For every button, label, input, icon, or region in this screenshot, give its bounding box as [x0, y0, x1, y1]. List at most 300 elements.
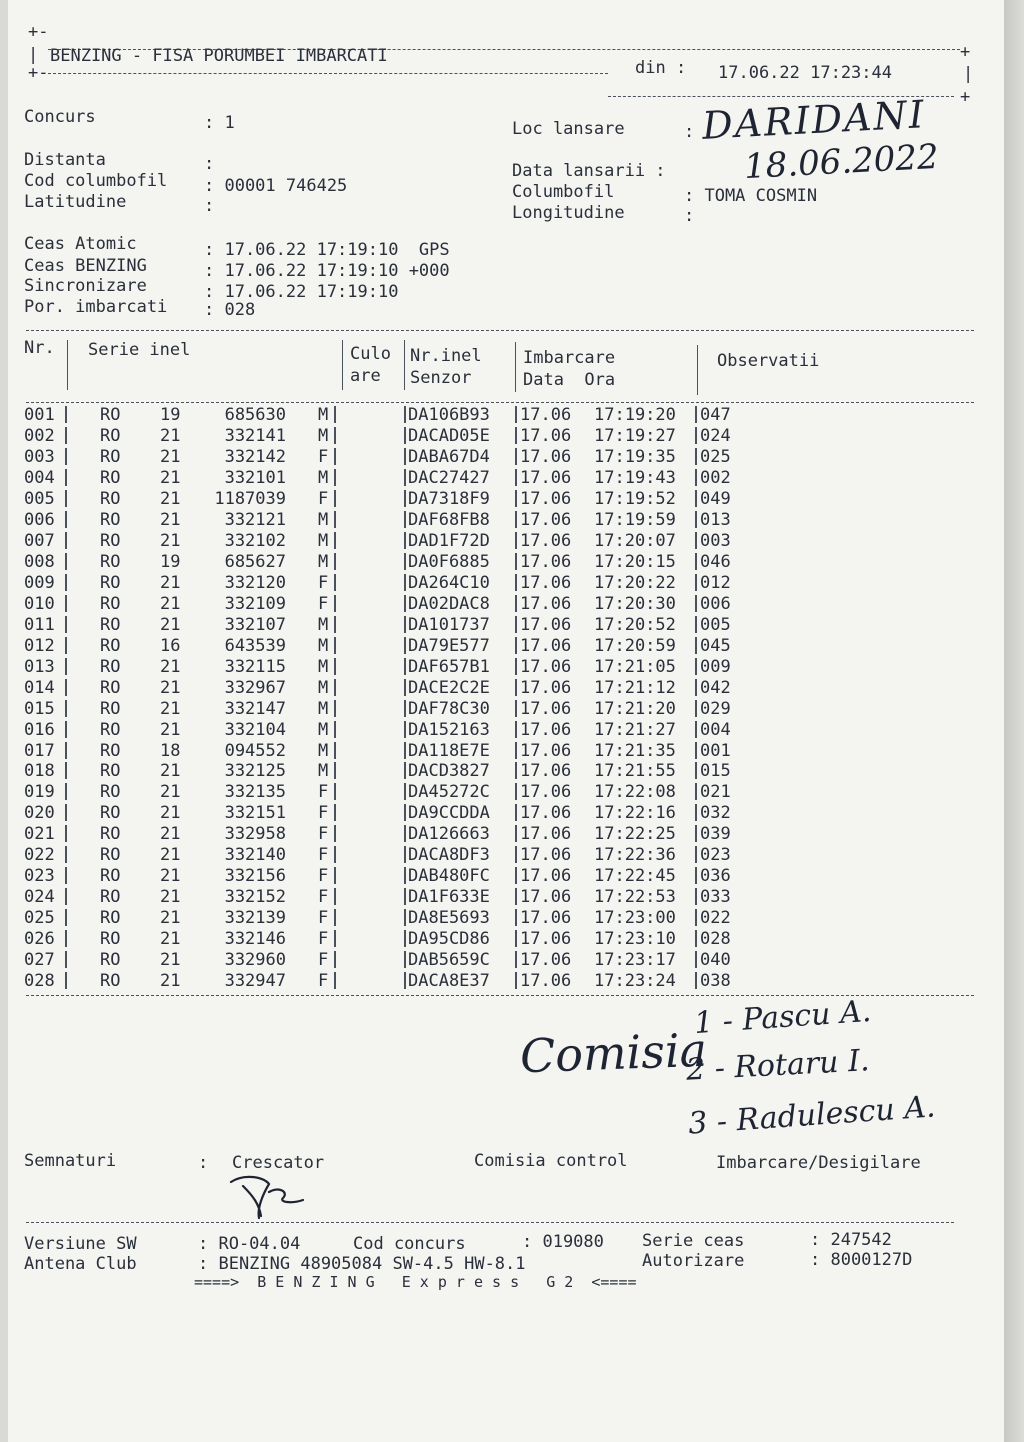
cell-ora: 17:20:15 [594, 551, 676, 572]
ceas-atomic-value: : 17.06.22 17:19:10 GPS [204, 240, 450, 260]
por-imbarcati-label: Por. imbarcati [24, 297, 168, 317]
cell-inel: 332139 [224, 908, 286, 929]
cell-ora: 17:21:05 [594, 656, 676, 677]
cell-tara: RO [100, 803, 121, 824]
row-bar-ora [695, 846, 697, 863]
row-bar-sex [334, 804, 336, 821]
cell-inel: 332109 [224, 593, 286, 614]
row-bar-sex [334, 742, 336, 759]
cell-ora: 17:23:10 [594, 929, 676, 950]
cell-senzor: DACA8E37 [408, 971, 490, 992]
cell-ora: 17:21:20 [594, 698, 676, 719]
cod-columbofil-value: : 00001 746425 [204, 176, 348, 196]
table-row [8, 887, 768, 908]
cell-ora: 17:21:12 [594, 677, 676, 698]
row-bar-senzor [515, 783, 517, 800]
data-lansarii-label: Data lansarii : [512, 161, 666, 181]
row-bar-senzor [515, 679, 517, 696]
cell-senzor: DA79E577 [408, 635, 490, 656]
row-bar-ora [695, 742, 697, 759]
row-bar-culoare [404, 972, 406, 989]
cell-observatii: 029 [700, 698, 731, 719]
table-rule-header [26, 402, 974, 403]
cell-senzor: DAC27427 [408, 467, 490, 488]
cell-tara: RO [100, 593, 121, 614]
cell-an: 21 [160, 677, 181, 698]
cell-senzor: DACAD05E [408, 425, 490, 446]
row-bar-senzor [515, 469, 517, 486]
row-bar-nr [65, 406, 67, 423]
row-bar-senzor [515, 511, 517, 528]
cell-tara: RO [100, 656, 121, 677]
header-nr-inel-1: Nr.inel [410, 346, 482, 366]
row-bar-culoare [404, 658, 406, 675]
cell-tara: RO [100, 782, 121, 803]
cell-ora: 17:20:07 [594, 530, 676, 551]
cell-sex: M [318, 698, 329, 719]
latitudine-value: : [204, 196, 215, 216]
cell-an: 21 [160, 887, 181, 908]
row-bar-senzor [515, 951, 517, 968]
cell-nr: 022 [24, 845, 55, 866]
cell-an: 19 [160, 405, 181, 425]
cell-senzor: DA0F6885 [408, 551, 490, 572]
cell-data: 17.06 [520, 551, 572, 572]
col-sep-imbarcare [697, 345, 698, 395]
cell-tara: RO [100, 929, 121, 950]
cell-tara: RO [100, 467, 121, 488]
row-bar-sex [334, 616, 336, 633]
row-bar-senzor [515, 595, 517, 612]
cell-tara: RO [100, 572, 121, 593]
row-bar-culoare [404, 637, 406, 654]
cell-data: 17.06 [520, 593, 572, 614]
cell-tara: RO [100, 677, 121, 698]
row-bar-culoare [404, 490, 406, 507]
table-row [8, 803, 768, 824]
cell-nr: 027 [24, 950, 55, 971]
cell-ora: 17:19:52 [594, 488, 676, 509]
table-row [8, 594, 768, 615]
table-row [8, 782, 768, 803]
cell-senzor: DA45272C [408, 782, 490, 803]
commission-member-3: 3 - Radulescu A. [687, 1089, 937, 1142]
row-bar-sex [334, 490, 336, 507]
cell-inel: 332125 [224, 761, 286, 782]
cell-observatii: 005 [700, 614, 731, 635]
row-bar-sex [334, 553, 336, 570]
cell-observatii: 025 [700, 446, 731, 467]
cell-data: 17.06 [520, 971, 572, 992]
cell-inel: 332102 [224, 530, 286, 551]
row-bar-sex [334, 469, 336, 486]
cell-data: 17.06 [520, 425, 572, 446]
header-culoare-2: are [350, 366, 381, 386]
row-bar-ora [695, 679, 697, 696]
row-bar-ora [695, 427, 697, 444]
cell-senzor: DAF657B1 [408, 656, 490, 677]
cell-data: 17.06 [520, 467, 572, 488]
cell-senzor: DAD1F72D [408, 530, 490, 551]
cell-observatii: 028 [700, 929, 731, 950]
cell-ora: 17:20:30 [594, 593, 676, 614]
cell-observatii: 024 [700, 425, 731, 446]
row-bar-senzor [515, 742, 517, 759]
cell-ora: 17:21:35 [594, 740, 676, 761]
loc-lansare-value: : [684, 122, 695, 142]
row-bar-senzor [515, 637, 517, 654]
row-bar-ora [695, 951, 697, 968]
row-bar-sex [334, 448, 336, 465]
row-bar-sex [334, 700, 336, 717]
cell-ora: 17:20:59 [594, 635, 676, 656]
cell-tara: RO [100, 488, 121, 509]
cell-tara: RO [100, 866, 121, 887]
cell-an: 21 [160, 782, 181, 803]
cell-sex: F [318, 887, 329, 908]
cell-nr: 007 [24, 530, 55, 551]
cell-senzor: DA152163 [408, 719, 490, 740]
cell-tara: RO [100, 614, 121, 635]
distanta-label: Distanta [24, 150, 106, 170]
cell-inel: 1187039 [214, 488, 286, 509]
cell-inel: 332140 [224, 845, 286, 866]
cell-tara: RO [100, 761, 121, 782]
cell-tara: RO [100, 446, 121, 467]
row-bar-senzor [515, 700, 517, 717]
cell-nr: 008 [24, 551, 55, 572]
row-bar-sex [334, 846, 336, 863]
cell-sex: F [318, 803, 329, 824]
cell-tara: RO [100, 635, 121, 656]
din-label: din : [635, 58, 687, 78]
row-bar-senzor [515, 616, 517, 633]
cell-sex: F [318, 446, 329, 467]
table-row [8, 636, 768, 657]
cell-sex: M [318, 677, 329, 698]
row-bar-nr [65, 700, 67, 717]
cell-observatii: 032 [700, 803, 731, 824]
cell-sex: F [318, 593, 329, 614]
cell-senzor: DA264C10 [408, 572, 490, 593]
cell-data: 17.06 [520, 950, 572, 971]
cell-tara: RO [100, 950, 121, 971]
autorizare-label: Autorizare [642, 1251, 745, 1271]
row-bar-ora [695, 406, 697, 423]
cell-tara: RO [100, 509, 121, 530]
cell-observatii: 039 [700, 824, 731, 845]
ceas-benzing-label: Ceas BENZING [24, 256, 147, 276]
paper-sheet [8, 0, 1004, 1442]
cell-an: 21 [160, 761, 181, 782]
row-bar-culoare [404, 742, 406, 759]
table-row [8, 699, 768, 720]
cell-sex: F [318, 845, 329, 866]
cell-data: 17.06 [520, 803, 572, 824]
row-bar-ora [695, 804, 697, 821]
cell-inel: 332152 [224, 887, 286, 908]
cell-tara: RO [100, 971, 121, 992]
cell-inel: 685627 [224, 551, 286, 572]
cell-an: 21 [160, 698, 181, 719]
cell-inel: 332101 [224, 467, 286, 488]
cell-sex: F [318, 572, 329, 593]
serie-ceas-value: : 247542 [810, 1230, 892, 1250]
row-bar-culoare [404, 930, 406, 947]
row-bar-senzor [515, 846, 517, 863]
row-bar-senzor [515, 658, 517, 675]
table-row [8, 447, 768, 468]
row-bar-senzor [515, 406, 517, 423]
cell-senzor: DA101737 [408, 614, 490, 635]
cell-observatii: 006 [700, 593, 731, 614]
autorizare-value: : 8000127D [810, 1250, 913, 1270]
serie-ceas-label: Serie ceas [642, 1231, 745, 1251]
header-observatii: Observatii [717, 351, 820, 371]
cell-nr: 013 [24, 656, 55, 677]
cell-nr: 004 [24, 467, 55, 488]
row-bar-ora [695, 511, 697, 528]
row-bar-culoare [404, 616, 406, 633]
cell-tara: RO [100, 719, 121, 740]
cell-observatii: 040 [700, 950, 731, 971]
loc-lansare-label: Loc lansare [512, 119, 625, 139]
row-bar-ora [695, 783, 697, 800]
benzing-banner: ====> B E N Z I N G E x p r e s s G 2 <==== [194, 1273, 637, 1291]
cell-ora: 17:21:27 [594, 719, 676, 740]
cell-observatii: 047 [700, 405, 731, 425]
header-imbarcare-2: Data Ora [523, 370, 616, 390]
col-sep-serie [342, 340, 343, 390]
row-bar-nr [65, 511, 67, 528]
row-bar-sex [334, 930, 336, 947]
row-bar-nr [65, 825, 67, 842]
cell-sex: M [318, 467, 329, 488]
row-bar-sex [334, 721, 336, 738]
row-bar-ora [695, 888, 697, 905]
row-bar-ora [695, 553, 697, 570]
table-row [8, 929, 768, 950]
header-nr: Nr. [24, 338, 55, 358]
row-bar-nr [65, 762, 67, 779]
row-bar-sex [334, 406, 336, 423]
table-row [8, 615, 768, 636]
cell-sex: M [318, 551, 329, 572]
cell-observatii: 009 [700, 656, 731, 677]
table-row [8, 678, 768, 699]
cell-an: 21 [160, 425, 181, 446]
cell-inel: 332967 [224, 677, 286, 698]
row-bar-culoare [404, 532, 406, 549]
cell-an: 21 [160, 572, 181, 593]
cell-inel: 643539 [224, 635, 286, 656]
cell-sex: F [318, 824, 329, 845]
cell-tara: RO [100, 824, 121, 845]
cell-observatii: 045 [700, 635, 731, 656]
header-corner-br: + [960, 87, 971, 107]
cell-ora: 17:20:52 [594, 614, 676, 635]
cell-senzor: DA126663 [408, 824, 490, 845]
cell-tara: RO [100, 845, 121, 866]
col-sep-senzor [515, 342, 516, 392]
cell-an: 18 [160, 740, 181, 761]
cell-nr: 018 [24, 761, 55, 782]
cell-an: 21 [160, 488, 181, 509]
row-bar-sex [334, 574, 336, 591]
columbofil-value: : TOMA COSMIN [684, 186, 818, 206]
cell-nr: 024 [24, 887, 55, 908]
longitudine-value: : [684, 206, 695, 226]
cell-senzor: DAF68FB8 [408, 509, 490, 530]
row-bar-culoare [404, 867, 406, 884]
cell-sex: F [318, 971, 329, 992]
row-bar-nr [65, 595, 67, 612]
cell-an: 21 [160, 614, 181, 635]
cell-an: 21 [160, 530, 181, 551]
row-bar-sex [334, 888, 336, 905]
header-imbarcare-1: Imbarcare [523, 348, 616, 368]
cell-observatii: 023 [700, 845, 731, 866]
cell-nr: 015 [24, 698, 55, 719]
table-row [8, 573, 768, 594]
cell-inel: 332156 [224, 866, 286, 887]
row-bar-nr [65, 804, 67, 821]
row-bar-senzor [515, 448, 517, 465]
cell-observatii: 038 [700, 971, 731, 992]
cell-observatii: 042 [700, 677, 731, 698]
cell-sex: F [318, 866, 329, 887]
row-bar-sex [334, 595, 336, 612]
cell-senzor: DAB5659C [408, 950, 490, 971]
cell-tara: RO [100, 530, 121, 551]
cell-inel: 685630 [224, 405, 286, 425]
cell-an: 21 [160, 929, 181, 950]
row-bar-ora [695, 490, 697, 507]
concurs-value: : 1 [204, 113, 235, 133]
cell-nr: 014 [24, 677, 55, 698]
row-bar-culoare [404, 721, 406, 738]
cell-ora: 17:19:35 [594, 446, 676, 467]
cell-an: 19 [160, 551, 181, 572]
cell-ora: 17:19:59 [594, 509, 676, 530]
cell-ora: 17:22:36 [594, 845, 676, 866]
row-bar-nr [65, 846, 67, 863]
cell-ora: 17:20:22 [594, 572, 676, 593]
header-nr-inel-2: Senzor [410, 368, 472, 388]
table-row [8, 657, 768, 678]
row-bar-culoare [404, 679, 406, 696]
row-bar-nr [65, 930, 67, 947]
row-bar-culoare [404, 846, 406, 863]
row-bar-ora [695, 700, 697, 717]
row-bar-ora [695, 532, 697, 549]
cell-ora: 17:23:17 [594, 950, 676, 971]
table-row [8, 866, 768, 887]
row-bar-sex [334, 532, 336, 549]
table-row [8, 720, 768, 741]
cell-data: 17.06 [520, 929, 572, 950]
cell-an: 21 [160, 950, 181, 971]
cell-ora: 17:23:24 [594, 971, 676, 992]
latitudine-label: Latitudine [24, 192, 127, 212]
row-bar-culoare [404, 825, 406, 842]
cell-an: 21 [160, 971, 181, 992]
row-bar-sex [334, 679, 336, 696]
cell-ora: 17:22:25 [594, 824, 676, 845]
cell-observatii: 046 [700, 551, 731, 572]
row-bar-culoare [404, 448, 406, 465]
cell-nr: 012 [24, 635, 55, 656]
row-bar-ora [695, 574, 697, 591]
cell-senzor: DA02DAC8 [408, 593, 490, 614]
ceas-benzing-value: : 17.06.22 17:19:10 +000 [204, 261, 450, 281]
row-bar-nr [65, 490, 67, 507]
row-bar-culoare [404, 595, 406, 612]
cell-an: 21 [160, 509, 181, 530]
cell-ora: 17:22:16 [594, 803, 676, 824]
cell-data: 17.06 [520, 698, 572, 719]
cell-sex: M [318, 719, 329, 740]
cod-concurs-value: : 019080 [522, 1232, 604, 1252]
cell-observatii: 002 [700, 467, 731, 488]
cell-inel: 332146 [224, 929, 286, 950]
header-corner-top: +- [28, 22, 49, 42]
row-bar-sex [334, 511, 336, 528]
row-bar-senzor [515, 532, 517, 549]
col-sep-culoare [404, 340, 405, 390]
cell-senzor: DA7318F9 [408, 488, 490, 509]
cell-ora: 17:19:20 [594, 405, 676, 425]
cell-inel: 332135 [224, 782, 286, 803]
row-bar-culoare [404, 700, 406, 717]
header-corner-left: +- [28, 63, 49, 83]
cell-data: 17.06 [520, 761, 572, 782]
cell-tara: RO [100, 425, 121, 446]
cell-inel: 094552 [224, 740, 286, 761]
data-lansarii-handwritten: 18.06.2022 [743, 136, 940, 188]
cell-nr: 002 [24, 425, 55, 446]
cell-inel: 332947 [224, 971, 286, 992]
row-bar-nr [65, 951, 67, 968]
cell-observatii: 013 [700, 509, 731, 530]
row-bar-sex [334, 909, 336, 926]
cell-ora: 17:22:08 [594, 782, 676, 803]
cell-senzor: DA9CCDDA [408, 803, 490, 824]
cell-senzor: DA118E7E [408, 740, 490, 761]
cell-an: 21 [160, 908, 181, 929]
cell-nr: 011 [24, 614, 55, 635]
cell-data: 17.06 [520, 614, 572, 635]
row-bar-nr [65, 909, 67, 926]
header-corner-right: + [960, 42, 971, 62]
cell-inel: 332147 [224, 698, 286, 719]
row-bar-nr [65, 574, 67, 591]
cell-tara: RO [100, 740, 121, 761]
table-row [8, 845, 768, 866]
cell-senzor: DABA67D4 [408, 446, 490, 467]
row-bar-ora [695, 616, 697, 633]
cell-senzor: DACD3827 [408, 761, 490, 782]
cell-nr: 028 [24, 971, 55, 992]
cell-inel: 332107 [224, 614, 286, 635]
sincronizare-label: Sincronizare [24, 276, 147, 296]
antena-value: : BENZING 48905084 SW-4.5 HW-8.1 [198, 1254, 526, 1274]
row-bar-nr [65, 679, 67, 696]
versiune-value: : RO-04.04 [198, 1234, 301, 1254]
table-row [8, 489, 768, 510]
cell-sex: F [318, 929, 329, 950]
cell-sex: M [318, 509, 329, 530]
